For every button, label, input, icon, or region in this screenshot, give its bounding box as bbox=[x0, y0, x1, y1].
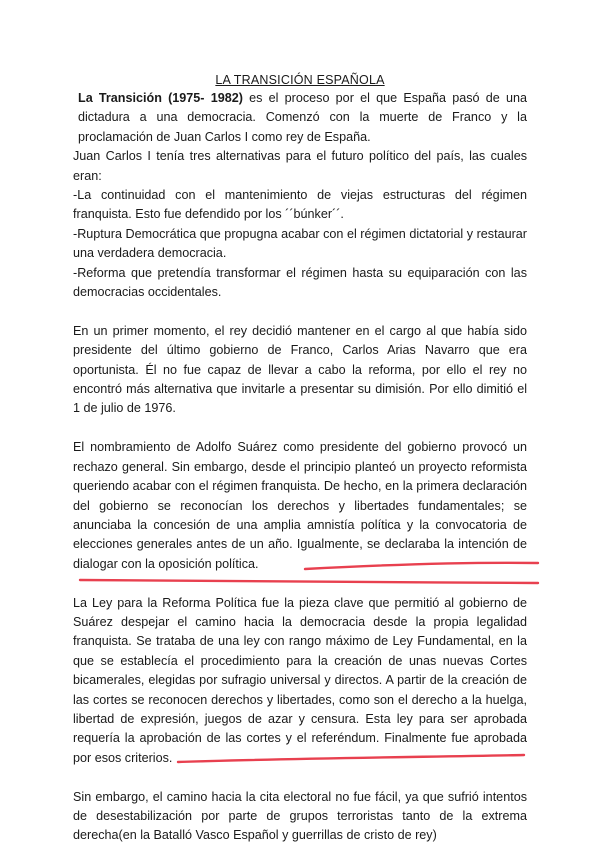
paragraph-gap bbox=[73, 419, 527, 438]
alternative-item-2: -Ruptura Democrática que propugna acabar con el régimen dictatorial y restaurar una verdadera democracia. bbox=[73, 226, 527, 261]
document-body bbox=[73, 89, 527, 846]
intro-bold-term: La Transición (1975- 1982) bbox=[78, 91, 243, 105]
paragraph-gap bbox=[73, 302, 527, 321]
ley-paragraph: La Ley para la Reforma Política fue la pieza clave que permitió al gobierno de Suárez despejar el camino hacia la democracia desde la propia legalidad franquista. Se trataba de una ley con rango máximo de Ley Fundamental, en la que se establecía el procedimiento para la creación de unas nuevas Cortes bicamerales, elegidas por sufragio universal y directos. A partir de la creación de las cortes se reconocen derechos y libertades, como son el derecho a la huelga, libertad de expresión, juegos de azar y censura. Esta ley para ser aprobada requería la aprobación de las cortes y el referéndum. Finalmente fue aprobada por esos criterios. bbox=[73, 595, 527, 765]
paragraph-gap bbox=[73, 768, 527, 787]
camino-paragraph: Sin embargo, el camino hacia la cita electoral no fue fácil, ya que sufrió intentos de desestabilización por parte de grupos terroristas tanto de la extrema derecha(en la Batalló Vasco Español y guerrillas de cristo de rey) bbox=[73, 789, 527, 843]
suarez-paragraph: El nombramiento de Adolfo Suárez como presidente del gobierno provocó un rechazo general. Sin embargo, desde el principio planteó un proyecto reformista queriendo acabar con el régimen franquista. De hecho, en la primera declaración del gobierno se reconocían los derechos y libertades fundamentales; se anunciaba la concesión de una amplia amnistía política y la convocatoria de elecciones generales antes de un año. Igualmente, se declaraba la intención de dialogar con la oposición política. bbox=[73, 440, 527, 571]
intro-text: es el proceso por el que España pasó de una dictadura a una democracia. Comenzó con la muerte de Franco y la proclamación de Juan Carlos I como rey de España. bbox=[78, 91, 527, 144]
paragraph-gap bbox=[73, 574, 527, 593]
intro-paragraph bbox=[73, 89, 527, 147]
alternative-item-1: -La continuidad con el mantenimiento de viejas estructuras del régimen franquista. Esto fue defendido por los ´´búnker´´. bbox=[73, 188, 527, 222]
arias-paragraph: En un primer momento, el rey decidió mantener en el cargo al que había sido presidente del último gobierno de Franco, Carlos Arias Navarro que era oportunista. Él no fue capaz de llevar a cabo la reforma, por ello el rey no encontró más alternativa que invitarle a presentar su dimisión. Por ello dimitió el 1 de julio de 1976. bbox=[73, 323, 527, 416]
alternatives-lead: Juan Carlos I tenía tres alternativas para el futuro político del país, las cuales eran: bbox=[73, 149, 527, 183]
document-title: LA TRANSICIÓN ESPAÑOLA bbox=[215, 73, 385, 87]
alternative-item-3: -Reforma que pretendía transformar el régimen hasta su equiparación con las democracias occidentales. bbox=[73, 265, 527, 300]
